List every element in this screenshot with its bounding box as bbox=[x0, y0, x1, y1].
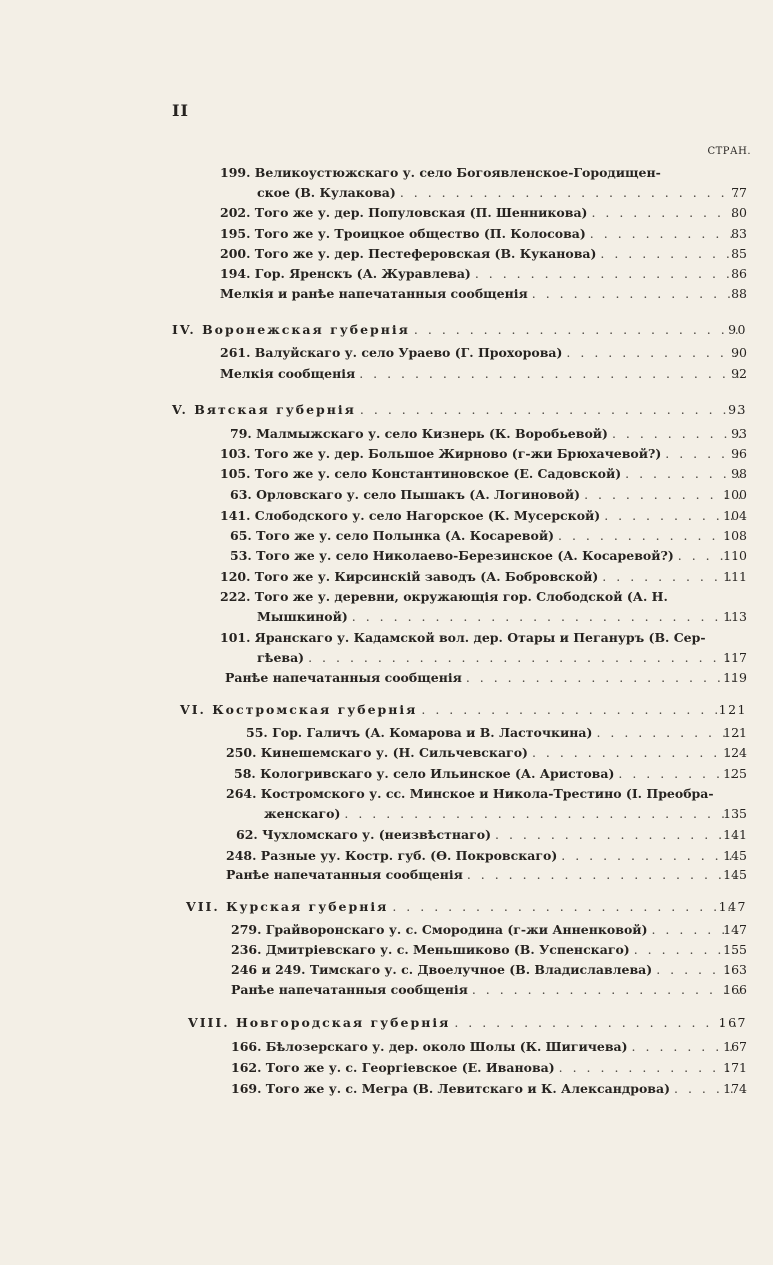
toc-entry-text: 62. Чухломскаго у. (неизвѣстнаго) bbox=[236, 827, 492, 842]
toc-entry bbox=[226, 745, 747, 761]
toc-entry bbox=[231, 962, 747, 978]
toc-entry: 101. Яранскаго у. Кадамской вол. дер. Отары и Пегануръ (В. Сер- bbox=[220, 630, 706, 645]
toc-entry-page: 98 bbox=[731, 466, 747, 481]
toc-entry-text: 105. Того же у. село Константиновское (Е. Садовской) bbox=[220, 466, 622, 481]
toc-entry-page: 125 bbox=[723, 766, 747, 781]
toc-entry bbox=[231, 942, 747, 958]
section-page: 167 bbox=[718, 1015, 747, 1030]
toc-entry-text: 248. Разные уу. Костр. губ. (Ѳ. Покровскаго) bbox=[226, 848, 558, 863]
toc-entry bbox=[264, 806, 747, 822]
toc-entry-page: 124 bbox=[723, 745, 747, 760]
toc-entry bbox=[234, 766, 747, 782]
toc-entry-text: 279. Грайворонскаго у. с. Смородина (г-жи Анненковой) bbox=[231, 922, 648, 937]
toc-entry-text: гѣева) bbox=[257, 650, 305, 665]
toc-entry-page: 171 bbox=[723, 1060, 747, 1075]
toc-entry-text: 250. Кинешемскаго у. (Н. Сильчевскаго) bbox=[226, 745, 528, 760]
toc-entry-page: 77 bbox=[731, 185, 747, 200]
toc-entry bbox=[220, 246, 747, 262]
toc-entry-text: 166. Бѣлозерскаго у. дер. около Шолы (К. Шигичева) bbox=[231, 1039, 628, 1054]
toc-entry bbox=[231, 922, 747, 938]
toc-entry-text: Ранѣе напечатанныя сообщенія bbox=[225, 670, 462, 685]
toc-entry-text: 202. Того же у. дер. Популовская (П. Шенникова) bbox=[220, 205, 588, 220]
toc-entry-text: 103. Того же у. дер. Большое Жирново (г-жи Брюхачевой?) bbox=[220, 446, 662, 461]
section-page: 147 bbox=[718, 899, 747, 914]
toc-entry-page: 85 bbox=[731, 246, 747, 261]
section-page: 90 bbox=[728, 322, 747, 337]
toc-entry bbox=[220, 569, 747, 585]
toc-entry bbox=[231, 1039, 747, 1055]
toc-entry-text: Мелкія сообщенія bbox=[220, 366, 356, 381]
toc-entry-text: 53. Того же у. село Николаево-Березинское (А. Косаревой?) bbox=[230, 548, 674, 563]
toc-entry-page: 166 bbox=[723, 982, 747, 997]
toc-entry bbox=[231, 1060, 747, 1076]
toc-entry-page: 119 bbox=[723, 670, 747, 685]
toc-entry-text: 55. Гор. Галичъ (А. Комарова и В. Ласточкина) bbox=[246, 725, 593, 740]
toc-entry bbox=[230, 528, 747, 544]
toc-entry bbox=[220, 345, 747, 361]
toc-entry: 222. Того же у. деревни, окружающія гор. Слободской (А. Н. bbox=[220, 589, 668, 604]
toc-entry-page: 86 bbox=[731, 266, 747, 281]
toc-entry-page: 96 bbox=[731, 446, 747, 461]
toc-entry bbox=[246, 725, 747, 741]
toc-entry bbox=[231, 1081, 747, 1097]
toc-entry bbox=[220, 226, 747, 242]
toc-entry bbox=[220, 205, 747, 221]
toc-entry-text: женскаго) bbox=[264, 806, 341, 821]
toc-entry-text: Мелкія и ранѣе напечатанныя сообщенія bbox=[220, 286, 528, 301]
toc-entry-text: Ранѣе напечатанныя сообщенія bbox=[231, 982, 468, 997]
section-heading bbox=[186, 899, 747, 915]
section-page: 121 bbox=[718, 702, 747, 717]
toc-entry-page: 121 bbox=[723, 725, 747, 740]
toc-entry-text: 162. Того же у. с. Георгіевское (Е. Иванова) bbox=[231, 1060, 555, 1075]
section-heading bbox=[180, 702, 747, 718]
toc-entry-page: 163 bbox=[723, 962, 747, 977]
section-title: VII. Курская губернія bbox=[186, 899, 389, 914]
toc-entry-text: 169. Того же у. с. Мегра (В. Левитскаго и К. Александрова) bbox=[231, 1081, 670, 1096]
toc-entry bbox=[220, 266, 747, 282]
toc-entry-text: 141. Слободского у. село Нагорское (К. Мусерской) bbox=[220, 508, 601, 523]
toc-entry-page: 135 bbox=[723, 806, 747, 821]
toc-entry bbox=[257, 609, 747, 625]
toc-entry-text: Мышкиной) bbox=[257, 609, 348, 624]
toc-entry bbox=[226, 867, 747, 883]
toc-entry bbox=[230, 548, 747, 564]
toc-entry-text: 194. Гор. Яренскъ (А. Журавлева) bbox=[220, 266, 471, 281]
toc-entry bbox=[257, 650, 747, 666]
section-title: VIII. Новгородская губернія bbox=[188, 1015, 451, 1030]
toc-entry-text: 200. Того же у. дер. Пестеферовская (В. Куканова) bbox=[220, 246, 597, 261]
toc-entry-page: 141 bbox=[723, 827, 747, 842]
page-number: II bbox=[172, 101, 189, 120]
toc-entry bbox=[231, 982, 747, 998]
toc-entry-page: 104 bbox=[723, 508, 747, 523]
toc-entry-page: 147 bbox=[723, 922, 747, 937]
toc-entry-text: 120. Того же у. Кирсинскій заводъ (А. Бобровской) bbox=[220, 569, 599, 584]
toc-entry-page: 90 bbox=[731, 345, 747, 360]
toc-entry-page: 174 bbox=[723, 1081, 747, 1096]
toc-entry-text: 195. Того же у. Троицкое общество (П. Колосова) bbox=[220, 226, 586, 241]
toc-entry-text: ское (В. Кулакова) bbox=[257, 185, 396, 200]
toc-entry bbox=[225, 670, 747, 686]
toc-entry-page: 167 bbox=[723, 1039, 747, 1054]
toc-entry bbox=[230, 487, 747, 503]
toc-entry bbox=[236, 827, 747, 843]
section-title: VI. Костромская губернія bbox=[180, 702, 418, 717]
toc-entry bbox=[220, 508, 747, 524]
toc-entry: 199. Великоустюжскаго у. село Богоявленское-Городищен- bbox=[220, 165, 661, 180]
toc-entry-text: 236. Дмитріевскаго у. с. Меньшиково (В. Успенскаго) bbox=[231, 942, 630, 957]
column-header-pages: СТРАН. bbox=[707, 146, 751, 157]
toc-entry bbox=[220, 446, 747, 462]
toc-entry-page: 145 bbox=[723, 848, 747, 863]
toc-entry-page: 110 bbox=[723, 548, 747, 563]
toc-entry-page: 155 bbox=[723, 942, 747, 957]
toc-entry-page: 108 bbox=[723, 528, 747, 543]
toc-entry-page: 117 bbox=[723, 650, 747, 665]
section-heading bbox=[172, 322, 747, 338]
toc-entry: 264. Костромского у. сс. Минское и Никола-Трестино (І. Преобра- bbox=[226, 786, 714, 801]
toc-entry-page: 83 bbox=[731, 226, 747, 241]
toc-entry-page: 92 bbox=[731, 366, 747, 381]
toc-entry-text: 58. Кологривскаго у. село Ильинское (А. Аристова) bbox=[234, 766, 615, 781]
section-heading bbox=[172, 402, 747, 418]
toc-entry-text: 63. Орловскаго у. село Пышакъ (А. Логиновой) bbox=[230, 487, 581, 502]
toc-entry bbox=[257, 185, 747, 201]
toc-entry bbox=[220, 466, 747, 482]
section-title: V. Вятская губернія bbox=[172, 402, 356, 417]
toc-entry bbox=[226, 848, 747, 864]
section-heading bbox=[188, 1015, 747, 1031]
toc-entry-page: 111 bbox=[723, 569, 747, 584]
toc-entry-page: 93 bbox=[731, 426, 747, 441]
toc-entry-page: 113 bbox=[723, 609, 747, 624]
toc-entry-text: Ранѣе напечатанныя сообщенія bbox=[226, 867, 463, 882]
toc-entry bbox=[220, 366, 747, 382]
section-title: IV. Воронежская губернія bbox=[172, 322, 410, 337]
toc-entry-text: 65. Того же у. село Полынка (А. Косаревой) bbox=[230, 528, 555, 543]
toc-entry bbox=[220, 286, 747, 302]
toc-entry-text: 261. Валуйскаго у. село Ураево (Г. Прохорова) bbox=[220, 345, 563, 360]
toc-entry-text: 79. Малмыжскаго у. село Кизнерь (К. Воробьевой) bbox=[230, 426, 608, 441]
toc-entry-page: 100 bbox=[723, 487, 747, 502]
toc-entry bbox=[230, 426, 747, 442]
toc-entry-page: 88 bbox=[731, 286, 747, 301]
section-page: 93 bbox=[728, 402, 747, 417]
toc-entry-page: 145 bbox=[723, 867, 747, 882]
toc-entry-page: 80 bbox=[731, 205, 747, 220]
toc-entry-text: 246 и 249. Тимскаго у. с. Двоелучное (В. Владиславлева) bbox=[231, 962, 653, 977]
